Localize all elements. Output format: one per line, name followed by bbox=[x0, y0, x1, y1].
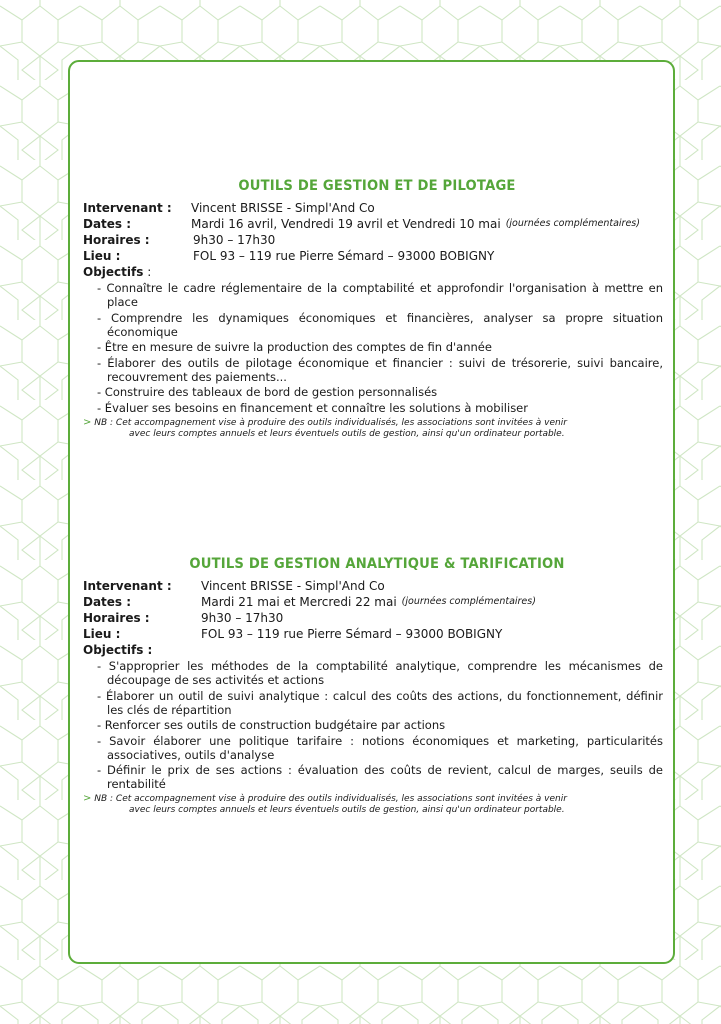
nb-line-1: NB : Cet accompagnement vise à produire des outils individualisés, les associations sont invitées à venir bbox=[94, 794, 567, 804]
value-lieu: FOL 93 – 119 rue Pierre Sémard – 93000 BOBIGNY bbox=[201, 627, 503, 641]
label-horaires: Horaires : bbox=[83, 611, 150, 625]
objectifs-label: Objectifs bbox=[83, 265, 144, 279]
row-dates bbox=[83, 216, 663, 232]
row-dates bbox=[83, 594, 663, 610]
list-item: - Renforcer ses outils de construction budgétaire par actions bbox=[97, 718, 446, 732]
section-gestion-analytique bbox=[83, 555, 663, 816]
row-intervenant bbox=[83, 200, 663, 216]
section-gestion-pilotage bbox=[83, 177, 663, 440]
objectifs-heading bbox=[83, 264, 663, 281]
label-dates: Dates : bbox=[83, 217, 132, 231]
list-item: - Comprendre les dynamiques économiques et financières, analyser sa propre situation économique bbox=[97, 310, 663, 339]
nb-arrow-icon: > bbox=[83, 416, 92, 428]
row-intervenant bbox=[83, 578, 663, 594]
nb-note bbox=[83, 417, 663, 440]
list-item: - Construire des tableaux de bord de gestion personnalisés bbox=[97, 385, 438, 399]
label-intervenant: Intervenant : bbox=[83, 579, 172, 593]
row-lieu bbox=[83, 248, 663, 264]
row-lieu bbox=[83, 626, 663, 642]
value-horaires: 9h30 – 17h30 bbox=[193, 233, 276, 247]
objectifs-list bbox=[83, 659, 663, 791]
label-intervenant: Intervenant : bbox=[83, 201, 172, 215]
nb-line-2: avec leurs comptes annuels et leurs éventuels outils de gestion, ainsi qu'un ordinateur portable. bbox=[129, 428, 565, 439]
value-intervenant: Vincent BRISSE - Simpl'And Co bbox=[201, 579, 385, 593]
value-lieu: FOL 93 – 119 rue Pierre Sémard – 93000 BOBIGNY bbox=[193, 249, 495, 263]
objectifs-list bbox=[83, 281, 663, 415]
label-dates: Dates : bbox=[83, 595, 132, 609]
list-item: - Connaître le cadre réglementaire de la comptabilité et approfondir l'organisation à mettre en place bbox=[97, 281, 663, 309]
nb-note bbox=[83, 793, 663, 816]
label-lieu: Lieu : bbox=[83, 249, 121, 263]
list-item: - S'approprier les méthodes de la comptabilité analytique, comprendre les mécanismes de découpage de ses activités et actions bbox=[97, 659, 663, 687]
value-intervenant: Vincent BRISSE - Simpl'And Co bbox=[191, 201, 375, 215]
list-item: - Élaborer des outils de pilotage économique et financier : suivi de trésorerie, suivi bancaire, recouvrement des paiements... bbox=[97, 355, 663, 384]
section-title: OUTILS DE GESTION ANALYTIQUE & TARIFICATION bbox=[189, 556, 565, 572]
list-item: - Évaluer ses besoins en financement et connaître les solutions à mobiliser bbox=[97, 400, 528, 415]
row-horaires bbox=[83, 232, 663, 248]
list-item: - Définir le prix de ses actions : évaluation des coûts de revient, calcul de marges, seuils de rentabilité bbox=[97, 763, 663, 791]
section-title: OUTILS DE GESTION ET DE PILOTAGE bbox=[238, 178, 516, 194]
list-item: - Être en mesure de suivre la production des comptes de fin d'année bbox=[97, 340, 492, 354]
objectifs-heading bbox=[83, 642, 663, 659]
nb-line-1: NB : Cet accompagnement vise à produire des outils individualisés, les associations sont invitées à venir bbox=[94, 417, 567, 428]
objectifs-suffix: : bbox=[143, 265, 152, 279]
dates-note: (journées complémentaires) bbox=[505, 218, 640, 229]
row-horaires bbox=[83, 610, 663, 626]
label-lieu: Lieu : bbox=[83, 627, 121, 641]
label-horaires: Horaires : bbox=[83, 233, 150, 247]
nb-line-2: avec leurs comptes annuels et leurs éventuels outils de gestion, ainsi qu'un ordinateur portable. bbox=[129, 805, 565, 815]
list-item: - Savoir élaborer une politique tarifaire : notions économiques et marketing, particularités associatives, outils d'analyse bbox=[97, 733, 663, 762]
value-dates: Mardi 21 mai et Mercredi 22 mai bbox=[201, 595, 397, 609]
dates-note: (journées complémentaires) bbox=[401, 596, 536, 607]
nb-arrow-icon: > bbox=[83, 793, 92, 804]
objectifs-label: Objectifs : bbox=[83, 643, 153, 657]
list-item: - Élaborer un outil de suivi analytique : calcul des coûts des actions, du fonctionnement, définir les clés de répartition bbox=[97, 688, 663, 717]
value-dates: Mardi 16 avril, Vendredi 19 avril et Vendredi 10 mai bbox=[191, 217, 501, 231]
value-horaires: 9h30 – 17h30 bbox=[201, 611, 284, 625]
